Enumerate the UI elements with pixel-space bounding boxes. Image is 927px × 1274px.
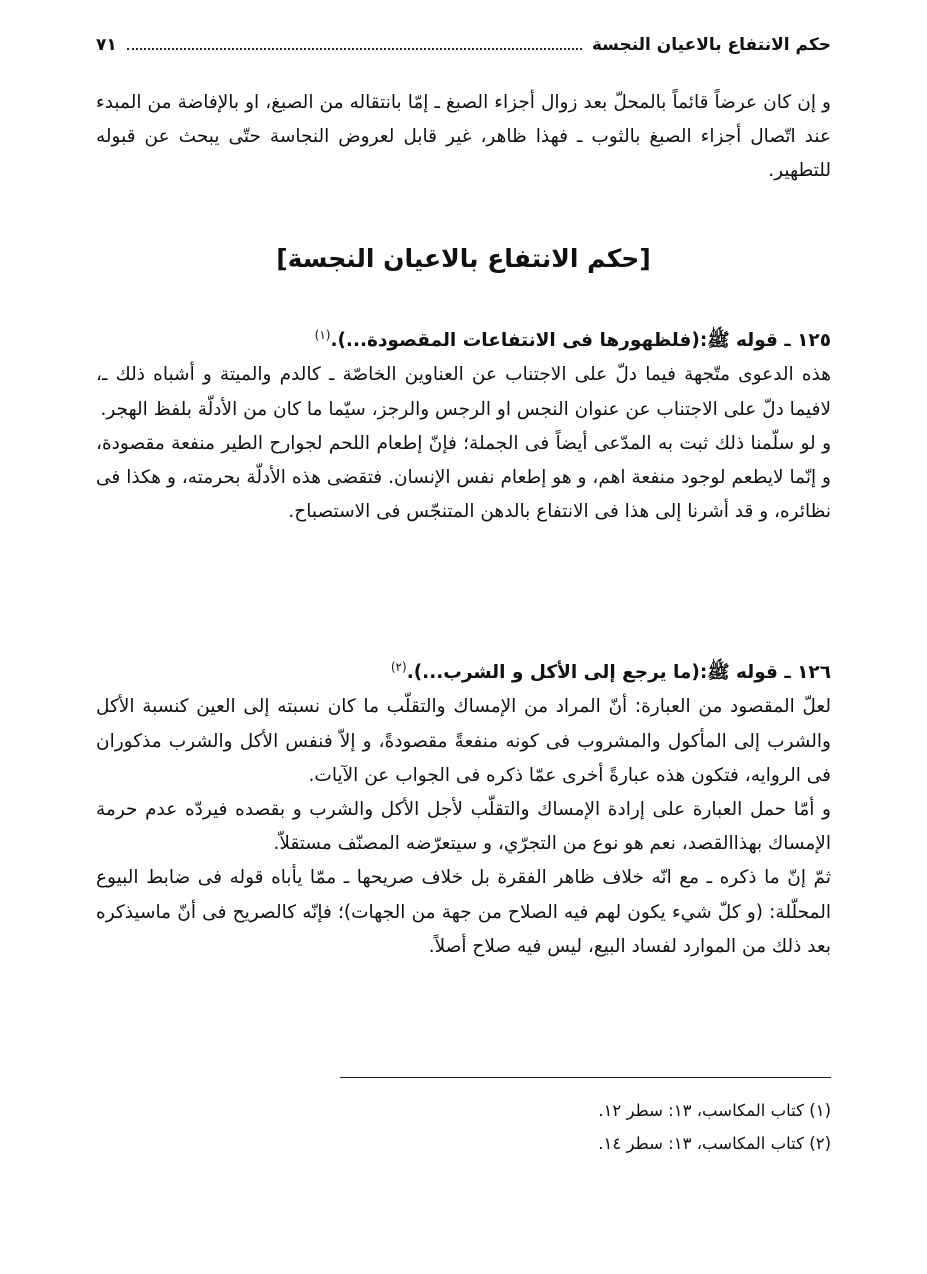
entry-125 <box>96 318 831 529</box>
footnotes <box>96 1094 831 1160</box>
entry-paragraph: ثمّ إنّ ما ذكره ـ مع انّه خلاف ظاهر الفقرة بل خلاف صريحها ـ ممّا يأباه قوله فى ضابط البيوع المحلّلة: (و كلّ شيء يكون لهم فيه الصلاح من جهة من الجهات)؛ فإنّه كالصريح فى أنّ ماسيذكره بعد ذلك من الموارد لفساد البيع، ليس فيه صلاح أصلاً. <box>96 867 831 957</box>
footnote-divider <box>340 1077 831 1078</box>
entry-heading <box>96 650 831 690</box>
entry-heading <box>96 318 831 358</box>
footnote-item: (٢) كتاب المكاسب، ١٣: سطر ١٤. <box>598 1134 831 1153</box>
footnote-item: (١) كتاب المكاسب، ١٣: سطر ١٢. <box>598 1101 831 1120</box>
running-header <box>96 30 831 60</box>
entry-paragraph: و أمّا حمل العبارة على إرادة الإمساك والتقلّب لأجل الأكل والشرب و بقصده فيردّه عدم حرمة الإمساك بهذاالقصد، نعم هو نوع من التجرّي، و سيتعرّضه المصنّف مستقلاّ. <box>96 798 831 855</box>
entry-heading-text: ١٢٦ ـ قوله ﷺ:(ما يرجع إلى الأكل و الشرب...). <box>406 662 831 684</box>
entry-paragraph: و لو سلّمنا ذلك ثبت به المدّعى أيضاً فى الجملة؛ فإنّ إطعام اللحم لجوارح الطير منفعة مقصودة، و إنّما لايطعم لوجود منفعة اهم، و هو إطعام نفس الإنسان. فتقضى هذه الأدلّة بحرمته، و هكذا فى نظائره، و قد أشرنا إلى هذا فى الانتفاع بالدهن المتنجّس فى الاستصباح. <box>96 432 831 523</box>
intro-paragraph: و إن كان عرضاً قائماً بالمحلّ بعد زوال أجزاء الصبغ ـ إمّا بانتقاله من الصبغ، او بالإفاضة من المبدء عند اتّصال أجزاء الصبغ بالثوب ـ فهذا ظاهر، غير قابل لعروض النجاسة حتّى يبحث عن قبوله للتطهير. <box>96 92 831 182</box>
running-title: حكم الانتفاع بالاعيان النجسة <box>591 35 831 55</box>
intro-paragraph-block <box>96 86 831 189</box>
footnote-ref: (١) <box>314 328 331 342</box>
page-number: ٧١ <box>96 35 117 55</box>
header-leader-dots <box>127 48 582 50</box>
entry-paragraph: هذه الدعوى متّجهة فيما دلّ على الاجتناب عن العناوين الخاصّة ـ كالدم والميتة و أشباه ذلك ـ، لافيما دلّ على الاجتناب عن عنوان النجس او الرجس والرجز، سيّما ما كان من الأدلّة بلفظ الهجر. <box>96 364 831 420</box>
section-title: [حكم الانتفاع بالاعيان النجسة] <box>276 244 651 273</box>
entry-paragraph: لعلّ المقصود من العبارة: أنّ المراد من الإمساك والتقلّب ما كان نسبته إلى العين كنسبة الأكل والشرب إلى المأكول والمشروب فى كونه منفعةً مقصودةً، و إلاّ فنفس الأكل والشرب مذكوران فى الروايه، فتكون هذه عبارةً أخرى عمّا ذكره فى الجواب عن الآيات. <box>96 696 831 786</box>
footnote-ref: (٢) <box>390 660 407 674</box>
entry-heading-text: ١٢٥ ـ قوله ﷺ:(فلظهورها فى الانتفاعات المقصودة...). <box>330 330 831 352</box>
entry-126 <box>96 650 831 964</box>
